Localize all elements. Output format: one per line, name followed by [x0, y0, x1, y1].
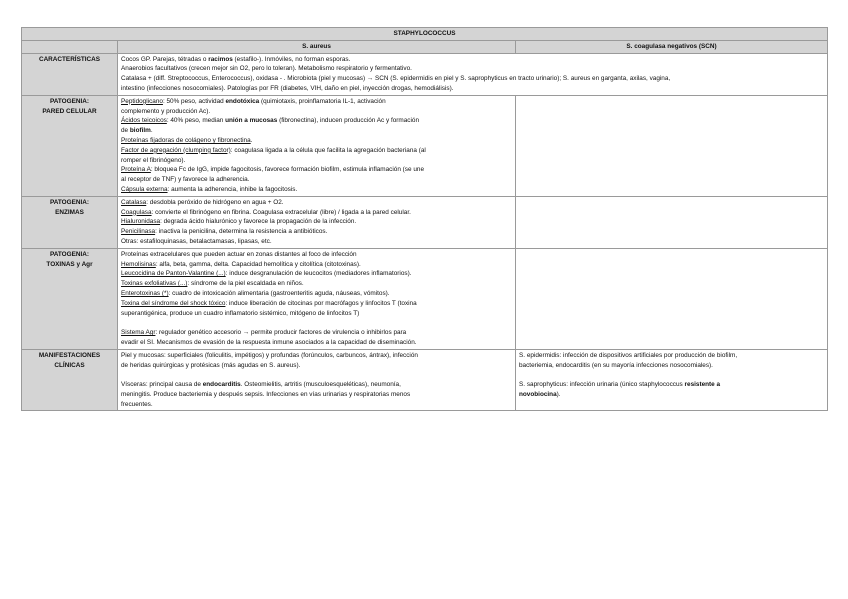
term: Cápsula externa [121, 185, 168, 193]
text-line: Piel y mucosas: superficiales (foliculitis, impétigos) y profundas (forúnculos, carbuncos, ántrax), infección [121, 351, 418, 359]
text-line: frecuentes. [121, 400, 153, 408]
text-span: : inactiva la penicilina, determina la resistencia a antibióticos. [155, 228, 328, 236]
term: Hialuronidasa [121, 218, 161, 226]
row-label-line: PATOGENIA: [49, 250, 90, 258]
text-span: : alfa, beta, gamma, delta. Capacidad hemolítica y citolítica (citotoxinas). [155, 260, 361, 268]
text-line: evadir el SI. Mecanismos de evasión de la respuesta inmune asociados a la capacidad de diseminación. [121, 338, 417, 346]
term: Leucocidina de Panton-Valantine (...) [121, 270, 226, 278]
bold-term: unión a mucosas [225, 117, 278, 125]
row-label-line: PARED CELULAR [42, 107, 97, 115]
text-line [121, 126, 512, 136]
row-label-line: MANIFESTACIONES [38, 351, 101, 359]
cell-toxinas-aureus [118, 248, 516, 349]
text-span: Vísceras: principal causa de [121, 381, 203, 389]
bold-term: endocarditis [202, 381, 241, 389]
bold-term: endotóxica [225, 97, 260, 105]
bold-term: biofilm [129, 127, 151, 135]
text-line [121, 136, 512, 146]
text-span: : 50% peso, actividad [162, 97, 226, 105]
text-span: : bloquea Fc de IgG, impide fagocitosis, favorece formación biofilm, estimula inflamación (se une [150, 166, 424, 174]
text-line [121, 279, 512, 289]
text-line [121, 146, 512, 156]
text-span: ). [556, 390, 561, 398]
row-label-pared-celular [22, 95, 118, 196]
row-label-manifestaciones [22, 349, 118, 411]
text-span: : induce liberación de citocinas por macrófagos y linfocitos T (toxina [225, 299, 417, 307]
cell-pared-celular-aureus [118, 95, 516, 196]
term: Enterotoxinas (*) [121, 289, 169, 297]
text-span: . Osteomielitis, artritis (musculoesqueléticas), neumonía, [240, 381, 401, 389]
row-toxinas [22, 248, 828, 349]
text-span: (estafilo-). Inmóviles, no forman esporas. [232, 55, 351, 63]
text-span: de [121, 127, 130, 135]
title-row [22, 28, 828, 41]
text-line [121, 269, 512, 279]
text-line: Catalasa + (diff. Streptococcus, Enterococcus), oxidasa - . Microbiota (piel y mucosas) → SCN (S. epidermidis en piel y S. saprophyticus en tracto urinario); S. aureus en garganta, axilas, vagina, [121, 75, 671, 83]
text-line: romper el fibrinógeno). [121, 156, 186, 164]
row-pared-celular [22, 95, 828, 196]
text-line [121, 208, 512, 218]
term: Hemolisinas [121, 260, 156, 268]
term: Sistema Agr [121, 329, 156, 337]
column-header-s-aureus: S. aureus [118, 40, 516, 53]
spacer [121, 370, 512, 380]
text-line [121, 198, 512, 208]
row-label-line: CLÍNICAS [54, 361, 85, 369]
row-label-text: CARACTERÍSTICAS [38, 55, 101, 63]
text-span: : degrada ácido hialurónico y favorece la propagación de la infección. [160, 218, 357, 226]
term: Toxina del síndrome del shock tóxico [121, 299, 226, 307]
text-span: : aumenta la adherencia, inhibe la fagocitosis. [167, 185, 298, 193]
text-line [121, 227, 512, 237]
text-span: : coagulasa ligada a la célula que facilita la agregación bacteriana (al [230, 146, 426, 154]
column-header-scn: S. coagulasa negativos (SCN) [516, 40, 828, 53]
text-line: Anaerobios facultativos (crecen mejor sin O2, pero lo toleran). Metabolismo respiratorio y fermentativo. [121, 65, 412, 73]
term: Proteína A [121, 166, 151, 174]
term: Proteínas fijadoras de colágeno y fibronectina [121, 136, 251, 144]
corner-cell [22, 40, 118, 53]
text-line [519, 390, 824, 400]
spacer [519, 370, 824, 380]
text-span: : 40% peso, median [166, 117, 226, 125]
text-line [121, 116, 512, 126]
table-title: STAPHYLOCOCCUS [22, 28, 828, 41]
bold-term: novobiocina [519, 390, 557, 398]
row-label-line: ENZIMAS [55, 208, 84, 216]
text-line [121, 299, 512, 309]
row-label-line: TOXINAS y Agr [46, 260, 93, 268]
cell-manifestaciones-aureus [118, 349, 516, 411]
row-enzimas [22, 196, 828, 248]
row-manifestaciones [22, 349, 828, 411]
text-line [121, 185, 512, 195]
cell-toxinas-scn [516, 248, 828, 349]
term: Ácidos teicoicos [121, 117, 167, 125]
text-line: meningitis. Produce bacteriemia y después sepsis. Infecciones en vías urinarias y respiratorias menos [121, 390, 411, 398]
text-line [121, 217, 512, 227]
text-line [519, 380, 824, 390]
term: Coagulasa [121, 208, 152, 216]
spacer [121, 318, 512, 328]
text-span: : induce desgranulación de leucocitos (mediadores inflamatorios). [225, 270, 412, 278]
text-line [121, 165, 512, 175]
bold-term: racimos [208, 55, 233, 63]
text-line [121, 260, 512, 270]
text-line [121, 289, 512, 299]
text-span: (fibronectina), inducen producción Ac y formación [277, 117, 420, 125]
term: Catalasa [121, 198, 147, 206]
text-line: Proteínas extracelulares que pueden actuar en zonas distantes al foco de infección [121, 250, 357, 258]
text-span: : desdobla peróxido de hidrógeno en agua + O2. [146, 198, 284, 206]
cell-manifestaciones-scn [516, 349, 828, 411]
term: Peptidoglicano [121, 97, 163, 105]
row-caracteristicas [22, 53, 828, 95]
row-label-line: PATOGENIA: [49, 198, 90, 206]
text-line [121, 328, 512, 338]
text-span: : cuadro de intoxicación alimentaria (gastroenteritis aguda, náuseas, vómitos). [168, 289, 390, 297]
text-span: : convierte el fibrinógeno en fibrina. Coagulasa extracelular (libre) / ligada a la pared celular. [151, 208, 411, 216]
text-line: Otras: estafiloquinasas, betalactamasas, lipasas, etc. [121, 237, 272, 245]
cell-enzimas-aureus [118, 196, 516, 248]
text-line [121, 55, 824, 65]
row-label-toxinas [22, 248, 118, 349]
term: Penicilinasa [121, 228, 156, 236]
text-span: (quimiotaxis, proinflamatoria IL-1, activación [259, 97, 386, 105]
text-line: al receptor de TNF) y favorece la adherencia. [121, 176, 250, 184]
row-label-caracteristicas [22, 53, 118, 95]
text-span: : regulador genético accesorio → permite producir factores de virulencia o inhibirlos para [155, 329, 407, 337]
row-label-enzimas [22, 196, 118, 248]
text-span: Cocos GP. Parejas, tétradas o [121, 55, 209, 63]
row-label-line: PATOGENIA: [49, 97, 90, 105]
text-line: intestino (infecciones nosocomiales). Patologías por FR (diabetes, VIH, daño en piel, inyección drogas, hemodiálisis). [121, 84, 454, 92]
cell-enzimas-scn [516, 196, 828, 248]
staphylococcus-table [21, 27, 828, 411]
text-span: : síndrome de la piel escaldada en niños. [187, 280, 304, 288]
text-span: . [150, 127, 153, 135]
bold-term: resistente a [684, 381, 721, 389]
cell-caracteristicas [118, 53, 828, 95]
text-line: de heridas quirúrgicas y protésicas (más agudas en S. aureus). [121, 361, 301, 369]
header-row [22, 40, 828, 53]
text-line [121, 380, 512, 390]
text-line: bacteriemia, endocarditis (en su mayoría infecciones nosocomiales). [519, 361, 713, 369]
cell-pared-celular-scn [516, 95, 828, 196]
text-line: S. epidermidis: infección de dispositivos artificiales por producción de biofilm, [519, 351, 738, 359]
term: Toxinas exfoliativas (...) [121, 280, 188, 288]
text-line: superantigénica, produce un cuadro inflamatorio sistémico, mitógeno de linfocitos T) [121, 309, 360, 317]
text-line [121, 97, 512, 107]
text-span: . [250, 136, 253, 144]
term: Factor de agregación (clumping factor) [121, 146, 231, 154]
text-line: complemento y producción Ac). [121, 107, 211, 115]
text-span: S. saprophyticus: infección urinaria (único staphylococcus [519, 381, 685, 389]
